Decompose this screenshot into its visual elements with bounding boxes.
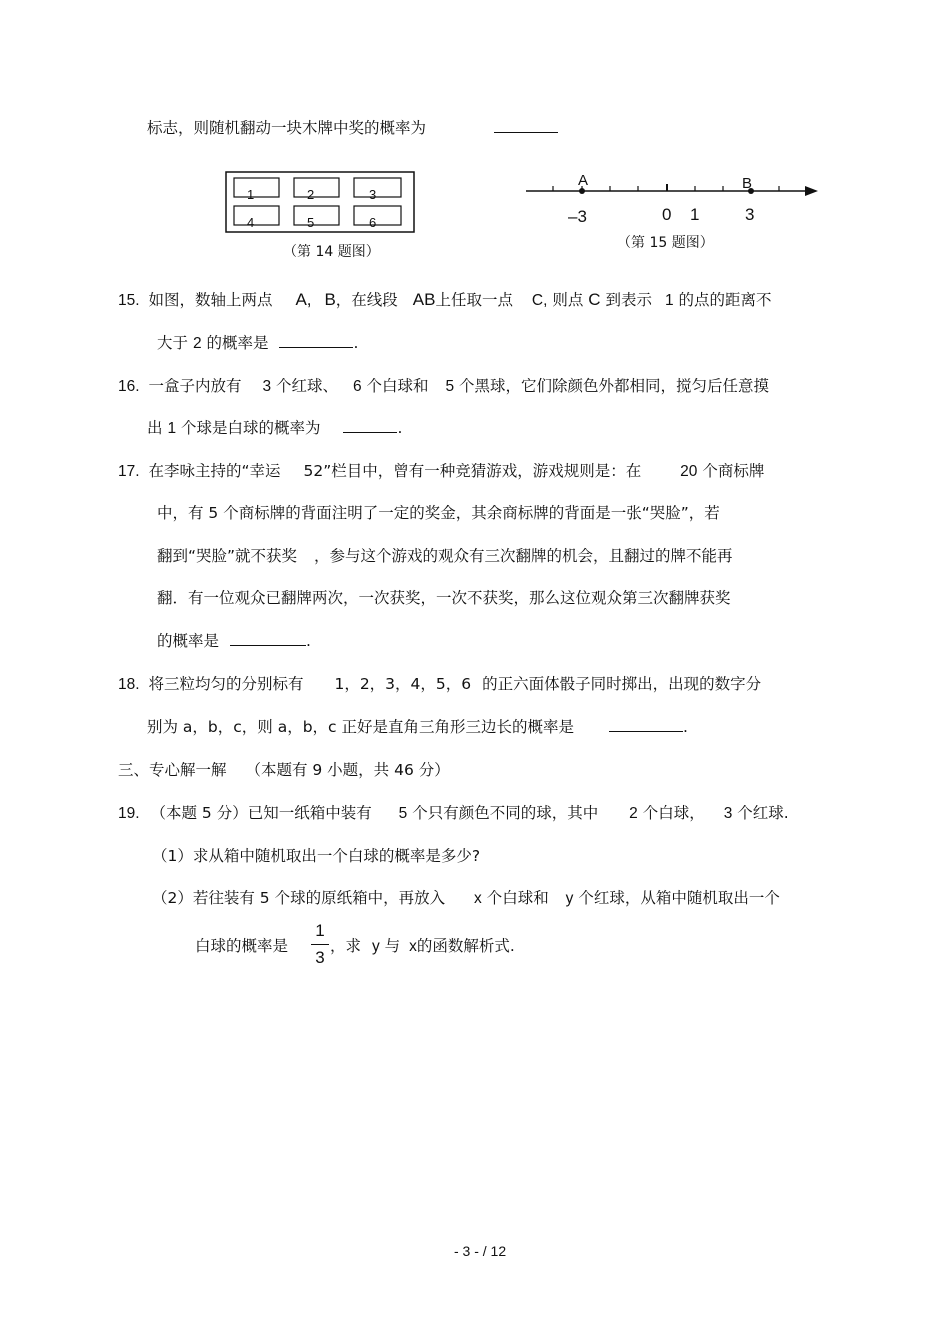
q15-ab: AB xyxy=(412,290,436,309)
q16-number-value: 6 xyxy=(352,378,362,395)
answer-blank-17 xyxy=(230,631,306,646)
q18-line2: 别为 a，b，c，则 a，b，c 正好是直角三角形三边长的概率是 . xyxy=(147,718,688,736)
q16-text: 一盒子内放有 xyxy=(148,377,242,395)
q16-text: 个白球和 xyxy=(366,377,429,395)
answer-blank-14 xyxy=(494,118,558,137)
q19-sub2-line1 xyxy=(152,886,780,908)
q15-c: C, xyxy=(531,292,548,309)
q15-number: 15. xyxy=(118,292,140,309)
q17-text: 52”栏目中，曾有一种竞猜游戏，游戏规则是：在 xyxy=(303,462,642,480)
q15-c: C xyxy=(588,290,601,309)
continuation-line xyxy=(147,116,426,138)
q15-line2: 大于 2 的概率是 . xyxy=(157,334,359,352)
q15-two: 2 xyxy=(192,335,202,352)
q17-line4: 翻．有一位观众已翻牌两次，一次获奖，一次不获奖，那么这位观众第三次翻牌获奖 xyxy=(157,589,731,607)
q16-text: 个黑球，它们除颜色外都相同，搅匀后任意摸 xyxy=(459,377,770,395)
q16-line2: 出 1 个球是白球的概率为 . xyxy=(147,419,403,437)
q16-number-value: 5 xyxy=(445,378,455,395)
card-4-label: 4 xyxy=(247,215,255,230)
q19-text: 个红球，从箱中随机取出一个 xyxy=(578,889,780,907)
continuation-text: 标志，则随机翻动一块木牌中奖的概率为 xyxy=(147,119,427,137)
q19-text: ，求 xyxy=(330,937,362,955)
card-3-label: 3 xyxy=(369,187,377,202)
q15-text: ，在线段 xyxy=(335,291,398,309)
q15-a: A, xyxy=(295,290,312,309)
q19-number-value: 3 xyxy=(723,805,733,822)
number-line xyxy=(520,168,820,228)
q19-number-value: 2 xyxy=(629,805,638,822)
point-b-label: B xyxy=(742,175,753,192)
q19-sub2-line2-rest xyxy=(330,934,515,956)
q15-b: B xyxy=(324,290,336,309)
q18-number: 18. xyxy=(118,676,140,693)
q16-line1 xyxy=(118,374,769,396)
q19-text: 个只有颜色不同的球，其中 xyxy=(412,804,599,822)
card-5-label: 5 xyxy=(307,215,315,230)
section-note: （本题有 9 小题，共 46 分） xyxy=(245,761,450,779)
q19-text: 与 xyxy=(384,937,401,955)
q17-text: ，参与这个游戏的观众有三次翻牌的机会，且翻过的牌不能再 xyxy=(314,547,733,565)
q16-text: 个球是白球的概率为 xyxy=(181,419,321,437)
q15-text: 到表示 xyxy=(605,291,653,309)
tick-label-neg3: –3 xyxy=(568,207,587,226)
q17-text: 在李咏主持的“幸运 xyxy=(148,462,281,480)
q18-dice-faces: 1，2，3，4，5，6 xyxy=(334,675,472,693)
q18-text: 的正六面体骰子同时掷出，出现的数字分 xyxy=(482,675,762,693)
tick-label-3: 3 xyxy=(745,205,755,224)
tick-label-0: 0 xyxy=(662,205,672,224)
q15-line1 xyxy=(118,288,772,310)
q19-sub1: （1）求从箱中随机取出一个白球的概率是多少? xyxy=(152,847,481,865)
figure-14 xyxy=(225,171,415,233)
q15-text: 上任取一点 xyxy=(435,291,513,309)
section-title: 三、专心解一解 xyxy=(118,761,227,779)
q17-number: 17. xyxy=(118,463,140,480)
answer-blank-18 xyxy=(609,717,683,732)
q16-number-value: 3 xyxy=(262,378,272,395)
q15-text: 则点 xyxy=(552,291,584,309)
fraction-bar xyxy=(311,944,329,945)
q19-text: （本题 5 分）已知一纸箱中装有 xyxy=(150,804,372,822)
q19-var-y: y xyxy=(565,890,574,907)
tick-label-1: 1 xyxy=(690,205,700,224)
page-number: - 3 - / 12 xyxy=(454,1243,507,1259)
q15-text: 的点的距离不 xyxy=(678,291,772,309)
q19-line1 xyxy=(118,801,789,823)
q19-text: 的函数解析式. xyxy=(416,937,515,955)
figure-14-caption: （第 14 题图） xyxy=(283,244,380,260)
card-2-label: 2 xyxy=(307,187,315,202)
q17-line3 xyxy=(157,544,733,566)
q19-text: 白球的概率是 xyxy=(195,937,289,955)
q19-text: 个白球， xyxy=(642,804,705,822)
q18-text: 别为 a，b，c，则 a，b，c 正好是直角三角形三边长的概率是 xyxy=(147,718,575,736)
q16-number: 16. xyxy=(118,378,140,395)
q19-text: 个红球. xyxy=(737,804,789,822)
q17-text: 的概率是 xyxy=(157,632,220,650)
figure-14-drawing xyxy=(225,171,415,233)
answer-blank-16 xyxy=(343,418,397,433)
fraction-denominator: 3 xyxy=(315,948,325,967)
q17-number-value: 20 xyxy=(680,463,698,480)
q19-var-x: x xyxy=(409,938,417,955)
q19-var-y: y xyxy=(371,938,380,955)
q17-text: 翻到“哭脸”就不获奖 xyxy=(157,547,298,565)
card-6-label: 6 xyxy=(369,215,377,230)
card-1-label: 1 xyxy=(247,187,255,202)
q19-sub2-line2 xyxy=(195,934,288,956)
q17-line1 xyxy=(118,459,764,481)
q16-text: 个红球、 xyxy=(276,377,339,395)
figure-15 xyxy=(520,168,820,228)
point-a-label: A xyxy=(578,172,589,189)
q19-text: 个白球和 xyxy=(486,889,549,907)
q16-text: 出 xyxy=(147,419,163,437)
q15-one: 1 xyxy=(664,292,674,309)
q15-text: 的概率是 xyxy=(206,334,269,352)
q16-number-value: 1 xyxy=(167,420,177,437)
q18-line1 xyxy=(118,672,761,694)
q19-text: （2）若往装有 5 个球的原纸箱中，再放入 xyxy=(152,889,446,907)
q17-line5: 的概率是 . xyxy=(157,632,311,650)
q17-text: 个商标牌 xyxy=(702,462,765,480)
fraction-numerator: 1 xyxy=(315,921,325,940)
figure-15-caption: （第 15 题图） xyxy=(617,235,714,251)
fraction-one-third xyxy=(309,920,331,969)
section-3-heading xyxy=(118,758,450,780)
q17-line2: 中，有 5 个商标牌的背面注明了一定的奖金，其余商标牌的背面是一张“哭脸”，若 xyxy=(157,504,720,522)
q19-number: 19. xyxy=(118,805,140,822)
q19-number-value: 5 xyxy=(398,805,408,822)
q15-text: 大于 xyxy=(157,334,189,352)
answer-blank-15 xyxy=(279,333,353,348)
q15-text: 如图，数轴上两点 xyxy=(148,291,273,309)
q18-text: 将三粒均匀的分别标有 xyxy=(148,675,304,693)
q19-var-x: x xyxy=(474,890,482,907)
